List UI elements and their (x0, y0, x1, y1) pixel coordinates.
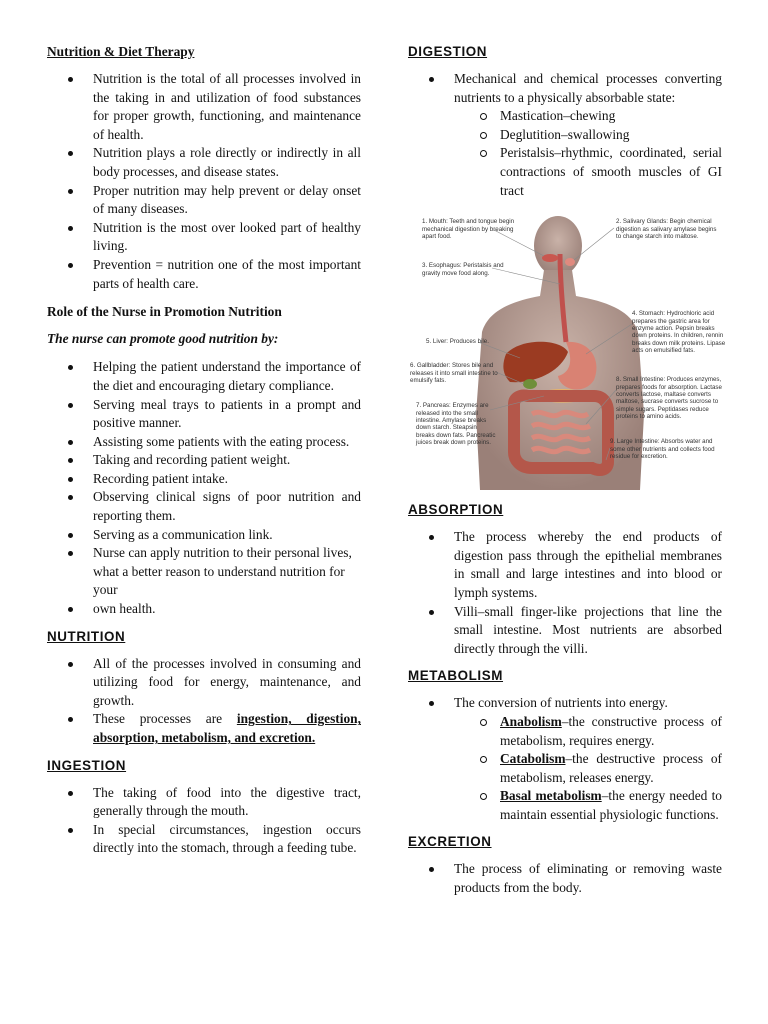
digestion-heading: DIGESTION (408, 44, 488, 59)
bullet-icon (68, 403, 73, 408)
list-item: The process whereby the end products of digestion pass through the epithelial membranes in small and large intestines and into blood or lymph systems. (408, 528, 722, 602)
list-item: In special circumstances, ingestion occurs directly into the stomach, through a feeding tube. (47, 821, 361, 858)
excretion-heading: EXCRETION (408, 834, 492, 850)
circle-bullet-icon (480, 756, 487, 763)
ingestion-heading: INGESTION (47, 757, 127, 773)
circle-bullet-icon (480, 150, 487, 157)
list-item: Villi–small finger-like projections that line the small intestine. Most nutrients are absorbed directly through the villi. (408, 603, 722, 659)
metabolism-list (408, 694, 722, 824)
list-item: Nurse can apply nutrition to their personal lives, what a better reason to understand nutrition for your (47, 544, 361, 600)
salivary-glands-label: 2. Salivary Glands: Begin chemical digestion as salivary amylase begins to change starch into maltose. (616, 218, 717, 240)
pancreas-label: 7. Pancreas: Enzymes are released into the small intestine. Amylase breaks down starch. Steapsin breaks down fats. Pancreatic juices break down proteins. (416, 402, 496, 447)
sublist-item: Basal metabolism–the energy needed to maintain essential physiologic functions. (408, 787, 722, 824)
mouth-shape (542, 254, 558, 262)
bullet-icon (68, 607, 73, 612)
sublist-item: Anabolism–the constructive process of metabolism, requires energy. (408, 713, 722, 750)
small-intestine-label: 8. Small Intestine: Produces enzymes, prepares foods for absorption. Lactase converts lactose, maltase converts maltose, sucrase converts sucrose to simple sugars. Peptidases reduce proteins to amino acids. (616, 376, 722, 421)
stomach-label: 4. Stomach: Hydrochloric acid prepares the gastric area for enzyme action. Pepsin breaks down proteins. In children, rennin breaks down milk proteins. Lipase acts on emulsified fats. (632, 310, 726, 355)
bullet-icon (68, 828, 73, 833)
bullet-icon (68, 226, 73, 231)
list-item: Serving meal trays to patients in a prompt and positive manner. (47, 396, 361, 433)
list-item: The taking of food into the digestive tract, generally through the mouth. (47, 784, 361, 821)
list-item: Nutrition is the most over looked part of healthy living. (47, 219, 361, 256)
absorption-list (408, 528, 722, 658)
list-item: Helping the patient understand the importance of the diet and encouraging dietary compliance. (47, 358, 361, 395)
list-item: Assisting some patients with the eating process. (47, 433, 361, 452)
circle-bullet-icon (480, 113, 487, 120)
circle-bullet-icon (480, 132, 487, 139)
liver-label: 5. Liver: Produces bile. (426, 338, 489, 346)
list-item: Taking and recording patient weight. (47, 451, 361, 470)
bullet-icon (429, 535, 434, 540)
bullet-icon (68, 458, 73, 463)
mouth-label: 1. Mouth: Teeth and tongue begin mechanical digestion by breaking apart food. (422, 218, 515, 240)
bullet-icon (68, 477, 73, 482)
digestion-list (408, 70, 722, 200)
bullet-icon (429, 701, 434, 706)
bullet-icon (68, 365, 73, 370)
list-item: These processes are ingestion, digestion, absorption, metabolism, and excretion. (47, 710, 361, 747)
intro-list (47, 70, 361, 293)
list-item: Proper nutrition may help prevent or delay onset of many diseases. (47, 182, 361, 219)
list-item: Observing clinical signs of poor nutrition and reporting them. (47, 488, 361, 525)
circle-bullet-icon (480, 719, 487, 726)
list-item: own health. (47, 600, 361, 619)
nurse-role-subheading: The nurse can promote good nutrition by: (47, 330, 279, 346)
bullet-icon (68, 533, 73, 538)
bullet-icon (68, 151, 73, 156)
ingestion-list (47, 784, 361, 858)
bullet-icon (68, 263, 73, 268)
list-item: The conversion of nutrients into energy. Anabolism–the constructive process of metabolism, requires energy. Catabolism–the destructive process of metabolism, releases energy. Basal metabolism–the energy needed to maintain essential physiologic functions. (408, 694, 722, 824)
left-column (47, 42, 361, 858)
bullet-icon (68, 791, 73, 796)
bullet-icon (68, 189, 73, 194)
bullet-icon (68, 551, 73, 556)
bullet-icon (68, 440, 73, 445)
large-intestine-label: 9. Large Intestine: Absorbs water and some other nutrients and collects food residue for excretion. (610, 438, 715, 460)
bullet-icon (68, 495, 73, 500)
digestive-processes-emphasis: ingestion, digestion, absorption, metabolism, and excretion. (93, 711, 361, 745)
circle-bullet-icon (480, 793, 487, 800)
nutrition-list (47, 655, 361, 748)
sublist-item: Catabolism–the destructive process of metabolism, releases energy. (408, 750, 722, 787)
bullet-icon (68, 77, 73, 82)
bullet-icon (429, 77, 434, 82)
nutrition-heading: NUTRITION (47, 628, 126, 644)
bullet-icon (429, 610, 434, 615)
metabolism-heading: METABOLISM (408, 668, 504, 684)
salivary-gland-shape (565, 258, 575, 266)
bullet-icon (68, 717, 73, 722)
excretion-list (408, 860, 722, 897)
document-title: Nutrition & Diet Therapy (47, 44, 195, 59)
bullet-icon (429, 867, 434, 872)
sublist-item: Mastication–chewing (408, 107, 722, 126)
bullet-icon (68, 662, 73, 667)
digestion-sublist (408, 107, 722, 200)
list-item: All of the processes involved in consuming and utilizing food for energy, maintenance, and growth. (47, 655, 361, 711)
sublist-item: Deglutition–swallowing (408, 126, 722, 145)
gallbladder-label: 6. Gallbladder: Stores bile and releases it into small intestine to emulsify fats. (410, 362, 498, 384)
nurse-role-heading: Role of the Nurse in Promotion Nutrition (47, 304, 282, 320)
list-item: Nutrition is the total of all processes involved in the taking in and utilization of food substances for proper growth, functioning, and maintenance of health. (47, 70, 361, 144)
list-item: Prevention = nutrition one of the most important parts of health care. (47, 256, 361, 293)
digestive-system-figure (410, 214, 726, 490)
gallbladder-shape (523, 379, 537, 389)
absorption-heading: ABSORPTION (408, 502, 504, 518)
list-item: Nutrition plays a role directly or indirectly in all body processes, and disease states. (47, 144, 361, 181)
list-item: The process of eliminating or removing waste products from the body. (408, 860, 722, 897)
right-column (408, 42, 726, 898)
list-item: Serving as a communication link. (47, 526, 361, 545)
esophagus-label: 3. Esophagus: Peristalsis and gravity move food along. (422, 262, 504, 277)
metabolism-sublist (408, 713, 722, 825)
sublist-item: Peristalsis–rhythmic, coordinated, serial contractions of smooth muscles of GI tract (408, 144, 722, 200)
nurse-role-list (47, 358, 361, 618)
list-item: Recording patient intake. (47, 470, 361, 489)
list-item: Mechanical and chemical processes converting nutrients to a physically absorbable state: Mastication–chewing Deglutition–swallowing Peristalsis–rhythmic, coordinated, serial contractions of smooth muscles of GI tract (408, 70, 722, 200)
